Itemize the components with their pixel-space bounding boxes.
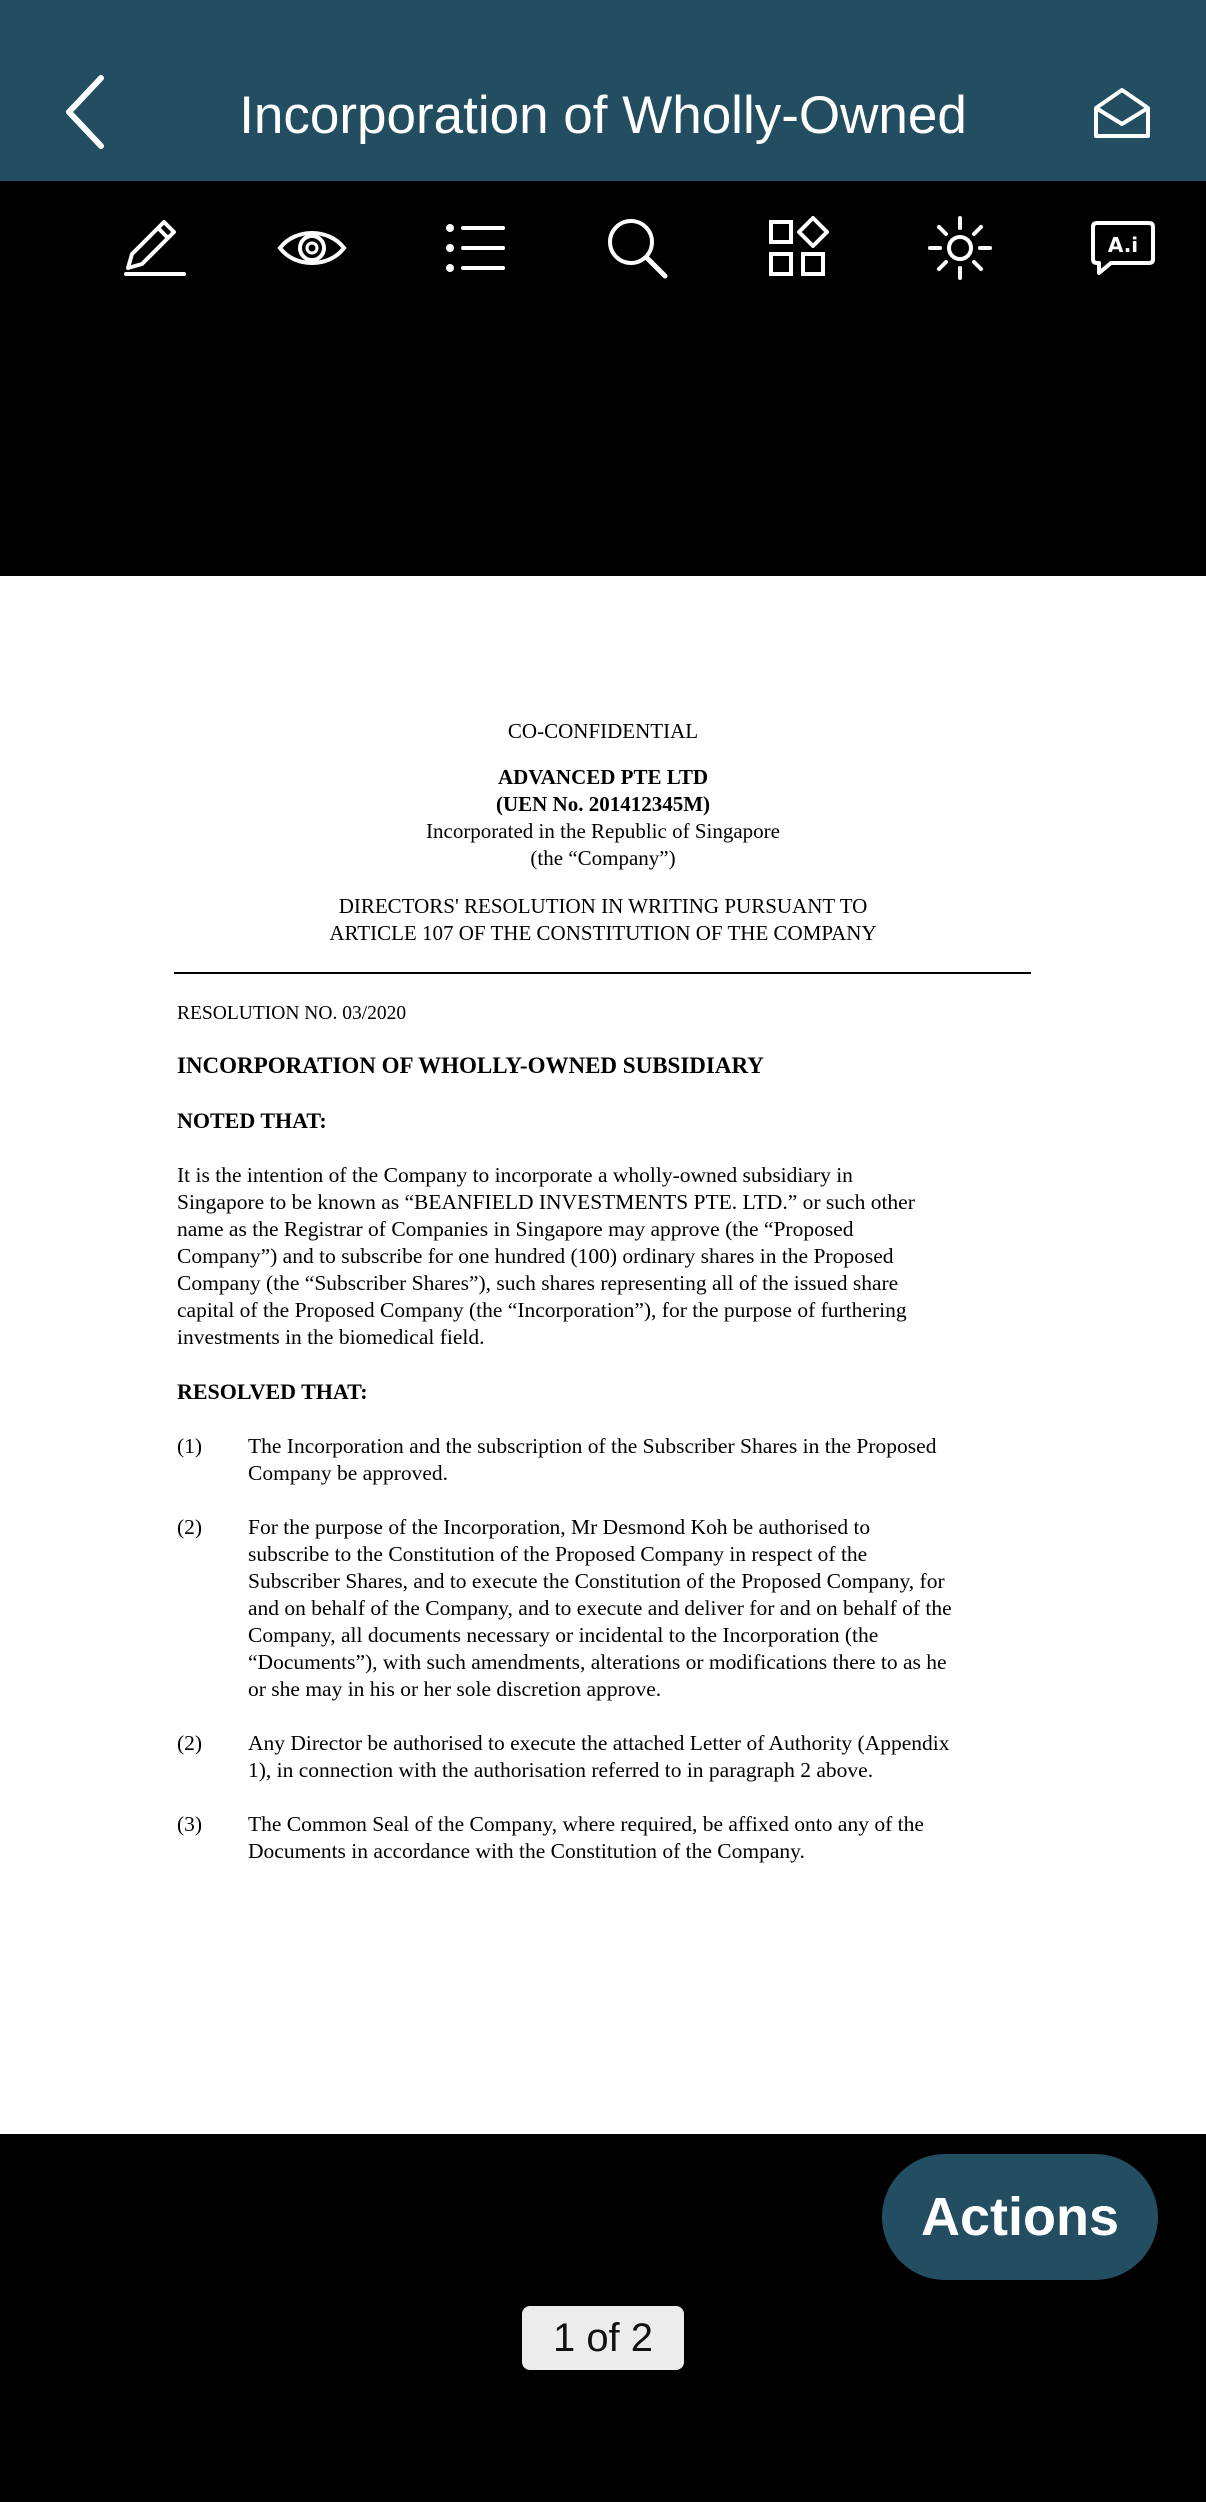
resolution-item — [248, 1433, 1036, 1487]
resolution-item — [248, 1811, 1036, 1865]
resolution-heading: INCORPORATION OF WHOLLY-OWNED SUBSIDIARY — [177, 1053, 764, 1078]
brightness-icon — [926, 214, 994, 282]
view-button[interactable] — [277, 213, 347, 283]
noted-heading: NOTED THAT: — [177, 1108, 327, 1133]
search-button[interactable] — [602, 213, 672, 283]
item-number: (3) — [177, 1812, 203, 1836]
text-line: The Common Seal of the Company, where required, be affixed onto any of the — [248, 1812, 924, 1836]
text-size-button[interactable] — [1088, 213, 1158, 283]
resolved-heading: RESOLVED THAT: — [177, 1379, 368, 1404]
resolution-item — [248, 1730, 1036, 1784]
annotate-button[interactable] — [118, 213, 188, 283]
resolution-title-1: DIRECTORS' RESOLUTION IN WRITING PURSUANT TO — [338, 894, 868, 918]
pencil-icon — [118, 218, 188, 278]
text-line: Any Director be authorised to execute the attached Letter of Authority (Appendix — [248, 1731, 950, 1755]
top-bar — [0, 0, 1206, 181]
text-line: Subscriber Shares, and to execute the Constitution of the Proposed Company, for — [248, 1569, 945, 1593]
text-line: Singapore to be known as “BEANFIELD INVESTMENTS PTE. LTD.” or such other — [177, 1190, 915, 1214]
text-line: capital of the Proposed Company (the “Incorporation”), for the purpose of furthering — [177, 1298, 907, 1322]
resolution-title-2: ARTICLE 107 OF THE CONSTITUTION OF THE COMPANY — [329, 921, 877, 945]
open-envelope-icon — [1090, 84, 1154, 144]
text-line: and on behalf of the Company, and to execute and deliver for and on behalf of the — [248, 1596, 952, 1620]
actions-button[interactable]: Actions — [882, 2154, 1158, 2280]
company-alias: (the “Company”) — [530, 846, 676, 870]
text-line: subscribe to the Constitution of the Proposed Company in respect of the — [248, 1542, 868, 1566]
list-icon — [443, 220, 507, 276]
search-icon — [605, 216, 669, 280]
thumbnails-button[interactable] — [764, 213, 834, 283]
item-number: (2) — [177, 1515, 203, 1539]
toolbar — [0, 181, 1206, 311]
text-line: 1), in connection with the authorisation referred to in paragraph 2 above. — [248, 1758, 874, 1782]
text-line: It is the intention of the Company to incorporate a wholly-owned subsidiary in — [177, 1163, 853, 1187]
text-line: Company, all documents necessary or incidental to the Incorporation (the — [248, 1623, 879, 1647]
document-page — [0, 576, 1206, 2134]
text-line: or she may in his or her sole discretion approve. — [248, 1677, 662, 1701]
text-line: investments in the biomedical field. — [177, 1325, 485, 1349]
outline-button[interactable] — [440, 213, 510, 283]
text-line: Documents in accordance with the Constitution of the Company. — [248, 1839, 805, 1863]
text-line: Company (the “Subscriber Shares”), such shares representing all of the issued share — [177, 1271, 899, 1295]
brightness-button[interactable] — [925, 213, 995, 283]
chevron-left-icon — [61, 72, 111, 152]
divider — [174, 972, 1031, 974]
noted-paragraph — [177, 1162, 1037, 1351]
text-size-icon — [1091, 219, 1155, 277]
back-button[interactable] — [56, 68, 116, 156]
grid-icon — [767, 216, 831, 280]
resolution-item — [248, 1514, 1036, 1703]
confidential-label: CO-CONFIDENTIAL — [507, 719, 699, 743]
text-line: name as the Registrar of Companies in Singapore may approve (the “Proposed — [177, 1217, 854, 1241]
page-indicator: 1 of 2 — [522, 2306, 684, 2370]
text-line: Company”) and to subscribe for one hundred (100) ordinary shares in the Proposed — [177, 1244, 894, 1268]
item-number: (1) — [177, 1434, 203, 1458]
svg-text:A.i: A.i — [1107, 233, 1139, 257]
document-title: Incorporation of Wholly-Owned — [239, 86, 967, 145]
eye-icon — [277, 223, 347, 273]
incorporation-line: Incorporated in the Republic of Singapore — [426, 819, 780, 843]
text-line: For the purpose of the Incorporation, Mr Desmond Koh be authorised to — [248, 1515, 871, 1539]
text-line: The Incorporation and the subscription of the Subscriber Shares in the Proposed — [248, 1434, 937, 1458]
mail-button[interactable] — [1090, 84, 1154, 144]
text-line: Company be approved. — [248, 1461, 449, 1485]
company-name: ADVANCED PTE LTD — [497, 765, 709, 789]
text-line: “Documents”), with such amendments, alterations or modifications there to as he — [248, 1650, 947, 1674]
item-number: (2) — [177, 1731, 203, 1755]
company-uen: (UEN No. 201412345M) — [495, 792, 711, 816]
resolution-number: RESOLUTION NO. 03/2020 — [177, 1003, 407, 1024]
